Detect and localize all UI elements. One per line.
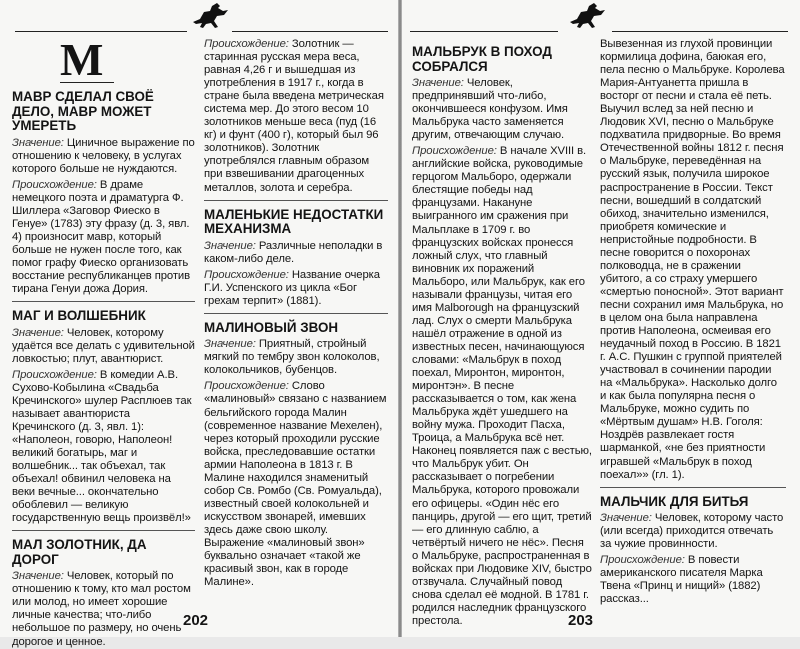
entry-meaning: [204, 240, 388, 266]
entry-origin: [600, 554, 786, 606]
entry-separator: [204, 200, 388, 201]
dictionary-entry: [204, 313, 388, 589]
entry-origin-label: Происхождение:: [600, 554, 685, 567]
entry-title: МАЛЕНЬКИЕ НЕДОСТАТКИ МЕХАНИЗМА: [204, 206, 384, 237]
entry-separator: [12, 530, 195, 531]
entry-origin: [12, 179, 195, 296]
header-rule-left: [15, 31, 187, 32]
entry-meaning: [412, 77, 592, 142]
page-number-right: 203: [568, 612, 594, 629]
entry-origin-label: Происхождение:: [204, 268, 289, 281]
entry-origin: [600, 38, 786, 482]
entry-origin: [204, 380, 388, 589]
entry-title: МАГ И ВОЛШЕБНИК: [12, 308, 146, 324]
entry-meaning-text: Различные неполадки в каком-либо деле.: [204, 239, 383, 265]
dictionary-entry: [12, 530, 195, 648]
entry-separator: [600, 487, 786, 488]
entry-title: МАЛИНОВЫЙ ЗВОН: [204, 319, 339, 335]
entry-meaning-text: Циничное выражение по отношению к человеку, в услугах которого больше не нуждаются.: [12, 136, 195, 175]
dictionary-entry: [12, 301, 195, 525]
entry-separator: [12, 301, 195, 302]
entry-meaning-label: Значение:: [412, 77, 464, 89]
entry-origin-text: В начале XVIII в. английские войска, руководимые герцогом Мальборо, одержали блестящие победы над французами. Накануне выигранного им сражения при Мальплаке в 1709 г. во французских войсках пронесся ложный слух, что главный виновник их поражений Мальборо, или Мальбрук, как его называли французы, читая его имя Malborough на французский лад. Слух о смерти Мальбрука нашёл отражение в одной из известных песен, начинающуюся словами: «Мальбрук в поход поехал, Миронтон, миронтон, миронтэн». В песне рассказывается о том, как жена Мальбрука ждёт ушедшего на войну мужа. Проходит Пасха, Троица, а Мальбрука всё нет. Наконец появляется паж с вестью, что Мальбрук убит. Он рассказывает о погребении Мальбрука, которого провожали его офицеры. «Один нёс его панцирь, другой — его щит, третий — его длинную саблю, а четвёртый ничего не нёс». Песня о Мальбруке, распространенная в войсках при Людовике XIV, быстро отзвучала. Случайный повод снова сделал её модной. В 1781 г. родился наследник французского престола.: [412, 145, 592, 627]
left-page: [0, 0, 398, 648]
entry-meaning-text: Человек, предпринявший что-либо, окончившееся конфузом. Имя Мальбрука часто заменяется другим, отвечающим случаю.: [412, 77, 568, 142]
entry-meaning: [600, 512, 786, 551]
entry-meaning-text: Человек, который по отношению к тому, кто мал ростом или молод, но имеет хорошие личные качества; что-либо небольшое по размеру, но очень дорогое и ценное.: [12, 570, 191, 648]
entry-origin: [204, 269, 388, 308]
entry-meaning-label: Значение:: [204, 338, 256, 351]
entry-meaning-text: Приятный, стройный мягкий по тембру звон колоколов, колокольчиков, бубенцов.: [204, 338, 380, 377]
page-number-left: 202: [183, 612, 209, 629]
right-column-2: [600, 38, 786, 606]
entry-title: МАЛЬЧИК ДЛЯ БИТЬЯ: [600, 493, 749, 509]
entry-meaning-label: Значение:: [204, 239, 256, 252]
entry-title: МАЛЬБРУК В ПОХОД СОБРАЛСЯ: [412, 44, 552, 74]
entry-origin: [12, 369, 195, 526]
dictionary-entry: [204, 38, 388, 195]
entry-origin: [204, 38, 388, 195]
left-column-2: [204, 38, 388, 592]
entry-origin-label: Происхождение:: [204, 38, 289, 50]
entry-meaning: [12, 570, 195, 648]
entry-meaning: [12, 327, 195, 366]
entry-meaning: [12, 137, 195, 176]
pegasus-emblem-icon: [190, 2, 230, 30]
entry-title: МАВР СДЕЛАЛ СВОЁ ДЕЛО, МАВР МОЖЕТ УМЕРЕТЬ: [12, 89, 154, 133]
dictionary-entry: [204, 200, 388, 308]
pegasus-emblem-icon: [567, 2, 607, 30]
header-rule-left-2: [232, 31, 388, 32]
dictionary-entry: [12, 90, 195, 296]
entry-meaning-text: Человек, которому часто (или всегда) приходится отвечать за чужие провинности.: [600, 512, 784, 551]
left-column-1: [12, 34, 195, 648]
entry-origin: [412, 145, 592, 628]
dictionary-entry: [600, 487, 786, 607]
entry-origin-text: Название очерка Г.И. Успенского из цикла «Бог грехам терпит» (1881).: [204, 268, 380, 307]
entry-origin-label: Происхождение:: [412, 145, 497, 158]
entry-origin-text: Слово «малиновый» связано с названием бельгийского города Малин (современное название Мехелен), через который проходили русские войска, преследовавшие остатки армии Наполеона в 1813 г. В Малине находился знаменитый собор Св. Ромбо (Св. Ромуальда), известный своей колокольней и искусством звонарей, имевших здесь даже свою школу. Выражение «малиновый звон» буквально означает «такой же красивый звон, как в городе Малине».: [204, 380, 387, 589]
entry-meaning-label: Значение:: [600, 512, 652, 525]
entry-origin-label: Происхождение:: [204, 380, 289, 393]
dictionary-entry: [412, 45, 592, 628]
dictionary-entry: [600, 38, 786, 482]
entry-origin-text: В комедии А.В. Сухово-Кобылина «Свадьба Кречинского» шулер Расплюев так называет авантюриста Кречинского (д. 3, явл. 1): «Наполеон, говорю, Наполеон! великий богатырь, маг и волшебник... так объехал, так объехал! обвинил человека на веки вечные... окончательно обоблевил — великую государственную вещь произвёл!»: [12, 368, 192, 525]
section-letter: М: [60, 38, 114, 83]
entry-origin-label: Происхождение:: [12, 368, 97, 381]
entry-meaning-label: Значение:: [12, 326, 64, 339]
entry-origin-text: Вывезенная из глухой провинции кормилица дофина, баюкая его, пела песню о Мальбруке. Королева Мария-Антуанетта пришла в восторг от песни и стала её петь. Выучил вслед за ней песню и Людовик XVI, песню о Мальбруке подхватила придворные. Во время Отечественной войны 1812 г. песня о Мальбруке, переведённая на русский язык, получила широкое распространение в России. Текст песни, вошедший в солдатский обиход, значительно изменился, приобретя комические и непристойные подробности. В песне говорится о похоронах полководца, не в сражении убитого, а со страху умершего «смертью поносной». Этот вариант песни сохранил имя Мальбрука, но в целом она была направлена против Наполеона, осмеивая его неудачный поход в Россию. В 1821 г. А.С. Пушкин с группой приятелей участвовал в сочинении пародии на «Мальбрука». Насколько долго и как была популярна песня о Мальбруке, можно судить по «Мёртвым душам» Н.В. Гоголя: Ноздрёв развлекает гостя шарманкой, «не без приятности игравшей «Мальбрук в поход поехал»» (гл. 1).: [600, 38, 785, 481]
entry-meaning: [204, 338, 388, 377]
entry-origin-text: В драме немецкого поэта и драматурга Ф. Шиллера «Заговор Фиеско в Генуе» (1783) эту фразу (д. 3, явл. 4) произносит мавр, который больше не нужен после того, как помог графу Фиеско организовать восстание республиканцев против тирана Генуи дожа Дория.: [12, 178, 191, 296]
entry-meaning-text: Человек, которому удаётся все делать с удивительной ловкостью; плут, авантюрист.: [12, 326, 195, 365]
entry-meaning-label: Значение:: [12, 570, 64, 583]
header-rule-right-2: [612, 31, 788, 32]
entry-separator: [204, 313, 388, 314]
entry-meaning-label: Значение:: [12, 136, 64, 149]
header-rule-right: [410, 31, 558, 32]
entry-origin-text: Золотник — старинная русская мера веса, равная 4,26 г и вышедшая из употребления в 1917 г., когда в стране была введена метрическая система мер. До этого весом 10 золотников меньше веса (пуд (16 кг) и фунт (400 г), который был 96 золотников). Золотник употреблялся главным образом при взвешивании драгоценных металлов, золота и серебра.: [204, 38, 384, 194]
entry-origin-label: Происхождение:: [12, 178, 97, 191]
entry-title: МАЛ ЗОЛОТНИК, ДА ДОРОГ: [12, 537, 147, 567]
right-page: [402, 0, 800, 637]
entry-origin-text: В повести американского писателя Марка Твена «Принц и нищий» (1882) рассказ...: [600, 554, 763, 606]
